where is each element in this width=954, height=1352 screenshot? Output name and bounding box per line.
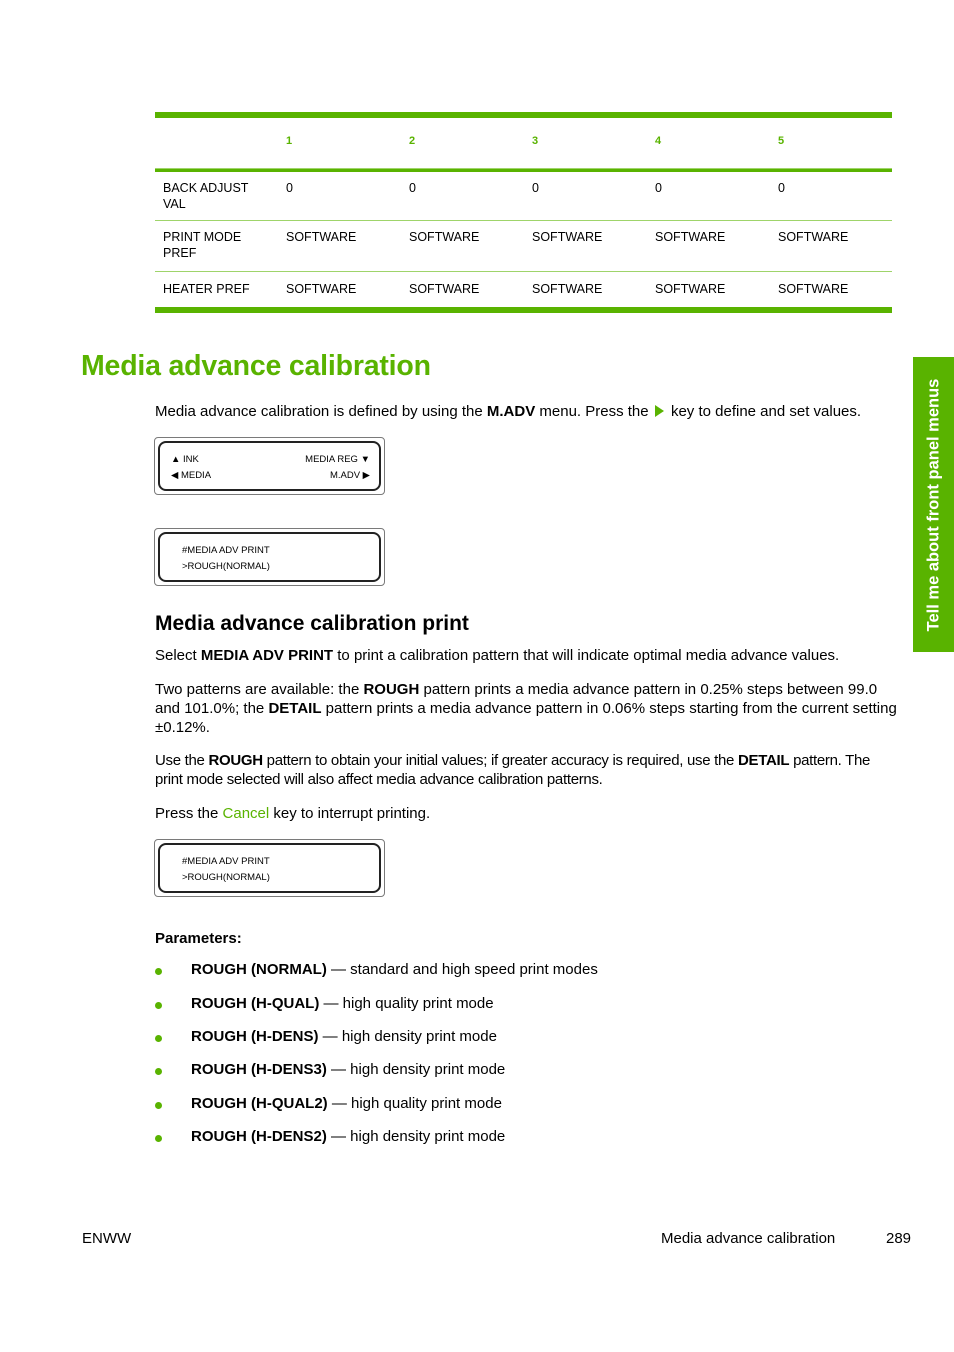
paragraph-text: Press the	[155, 805, 223, 822]
display-madv-option: M.ADV ▶	[329, 470, 370, 481]
parameters-label: Parameters:	[155, 930, 242, 947]
pattern-name: DETAIL	[268, 700, 322, 717]
column-header-1: 1	[286, 135, 293, 147]
bullet-icon	[155, 1068, 162, 1075]
display-line-2: >ROUGH(NORMAL)	[182, 872, 270, 883]
usage-paragraph	[155, 751, 900, 789]
list-item-text	[191, 1128, 505, 1145]
paragraph-text: pattern prints a media advance pattern in 0.06% steps starting from the current setting ±0.12%.	[155, 700, 897, 736]
bullet-icon	[155, 1135, 162, 1142]
table-cell: 0	[286, 181, 293, 195]
table-bottom-rule	[155, 307, 892, 313]
table-cell: SOFTWARE	[286, 282, 357, 296]
parameter-description: — high density print mode	[326, 1128, 506, 1145]
display-screen	[158, 532, 381, 582]
table-cell: 0	[778, 181, 785, 195]
table-cell: 0	[409, 181, 416, 195]
row-label: BACK ADJUST VAL	[163, 181, 249, 211]
display-line-2: >ROUGH(NORMAL)	[182, 561, 270, 572]
patterns-paragraph	[155, 680, 900, 737]
select-paragraph	[155, 646, 900, 665]
chapter-side-tab	[913, 357, 954, 652]
table-cell: 0	[655, 181, 662, 195]
front-panel-display	[154, 437, 385, 495]
display-screen	[158, 441, 381, 491]
pattern-name: ROUGH	[363, 681, 420, 698]
paragraph-text: key to interrupt printing.	[269, 805, 431, 822]
table-cell: SOFTWARE	[532, 230, 603, 244]
right-arrow-key-icon	[655, 405, 664, 417]
parameter-description: — standard and high speed print modes	[326, 961, 598, 978]
intro-text: menu. Press the	[535, 403, 653, 420]
parameter-name: ROUGH (H-QUAL2)	[191, 1095, 328, 1112]
pattern-name: ROUGH	[208, 752, 263, 769]
parameter-name: ROUGH (H-DENS3)	[191, 1061, 327, 1078]
intro-text: key to define and set values.	[666, 403, 862, 420]
paragraph-text: pattern prints a media advance pattern in 0.25% steps between 99.0 and 101.0%; the	[155, 681, 878, 717]
cancel-key-label: Cancel	[222, 805, 270, 822]
list-item-text	[191, 1095, 502, 1112]
table-cell: SOFTWARE	[286, 230, 357, 244]
paragraph-text: Use the	[155, 752, 209, 769]
front-panel-display	[154, 528, 385, 586]
parameter-name: ROUGH (H-QUAL)	[191, 995, 320, 1012]
front-panel-display	[154, 839, 385, 897]
table-row	[155, 221, 892, 272]
cancel-paragraph	[155, 804, 900, 823]
table-cell: 0	[532, 181, 539, 195]
intro-text: Media advance calibration is defined by using the	[155, 403, 487, 420]
parameter-name: ROUGH (NORMAL)	[191, 961, 327, 978]
display-ink-option: ▲ INK	[171, 454, 199, 465]
pattern-name: DETAIL	[737, 752, 790, 769]
column-header-3: 3	[532, 135, 539, 147]
menu-name: M.ADV	[486, 403, 536, 420]
bullet-icon	[155, 1002, 162, 1009]
list-item-text	[191, 1028, 497, 1045]
row-label: HEATER PREF	[163, 282, 250, 296]
parameter-description: — high density print mode	[318, 1028, 497, 1045]
display-line-1: #MEDIA ADV PRINT	[182, 545, 270, 556]
column-header-2: 2	[409, 135, 416, 147]
paragraph-text: Two patterns are available: the	[155, 681, 364, 698]
display-line-1: #MEDIA ADV PRINT	[182, 856, 270, 867]
parameter-description: — high quality print mode	[327, 1095, 502, 1112]
parameter-description: — high density print mode	[326, 1061, 506, 1078]
list-item-text	[191, 1061, 505, 1078]
bullet-icon	[155, 1102, 162, 1109]
paragraph-text: pattern to obtain your initial values; if greater accuracy is required, use the	[262, 752, 738, 769]
column-header-5: 5	[778, 135, 785, 147]
menu-item-name: MEDIA ADV PRINT	[200, 647, 334, 664]
display-media-option: ◀ MEDIA	[171, 470, 212, 481]
table-cell: SOFTWARE	[532, 282, 603, 296]
footer-section: Media advance calibration	[661, 1230, 836, 1247]
settings-table	[155, 112, 892, 313]
bullet-icon	[155, 968, 162, 975]
parameter-name: ROUGH (H-DENS2)	[191, 1128, 327, 1145]
bullet-icon	[155, 1035, 162, 1042]
display-media-reg-option: MEDIA REG ▼	[305, 454, 370, 465]
paragraph-text: pattern. The print mode selected will also affect media advance calibration patterns.	[155, 752, 871, 788]
table-cell: SOFTWARE	[409, 282, 480, 296]
intro-paragraph	[155, 402, 900, 421]
column-header-4: 4	[655, 135, 662, 147]
section-heading: Media advance calibration print	[155, 612, 469, 635]
parameter-name: ROUGH (H-DENS)	[191, 1028, 319, 1045]
table-cell: SOFTWARE	[778, 230, 849, 244]
footer-left: ENWW	[82, 1230, 132, 1247]
table-row	[155, 172, 892, 221]
display-screen	[158, 843, 381, 893]
page-number: 289	[886, 1230, 912, 1247]
list-item-text	[191, 995, 494, 1012]
table-header-row	[155, 118, 892, 169]
row-label: PRINT MODE PREF	[163, 230, 242, 260]
table-cell: SOFTWARE	[409, 230, 480, 244]
parameter-description: — high quality print mode	[319, 995, 494, 1012]
paragraph-text: Select	[155, 647, 201, 664]
list-item-text	[191, 961, 598, 978]
table-row	[155, 272, 892, 307]
table-cell: SOFTWARE	[655, 230, 726, 244]
paragraph-text: to print a calibration pattern that will indicate optimal media advance values.	[333, 647, 840, 664]
chapter-side-tab-label: Tell me about front panel menus	[924, 378, 942, 631]
table-cell: SOFTWARE	[778, 282, 849, 296]
table-cell: SOFTWARE	[655, 282, 726, 296]
page-title: Media advance calibration	[81, 350, 431, 382]
